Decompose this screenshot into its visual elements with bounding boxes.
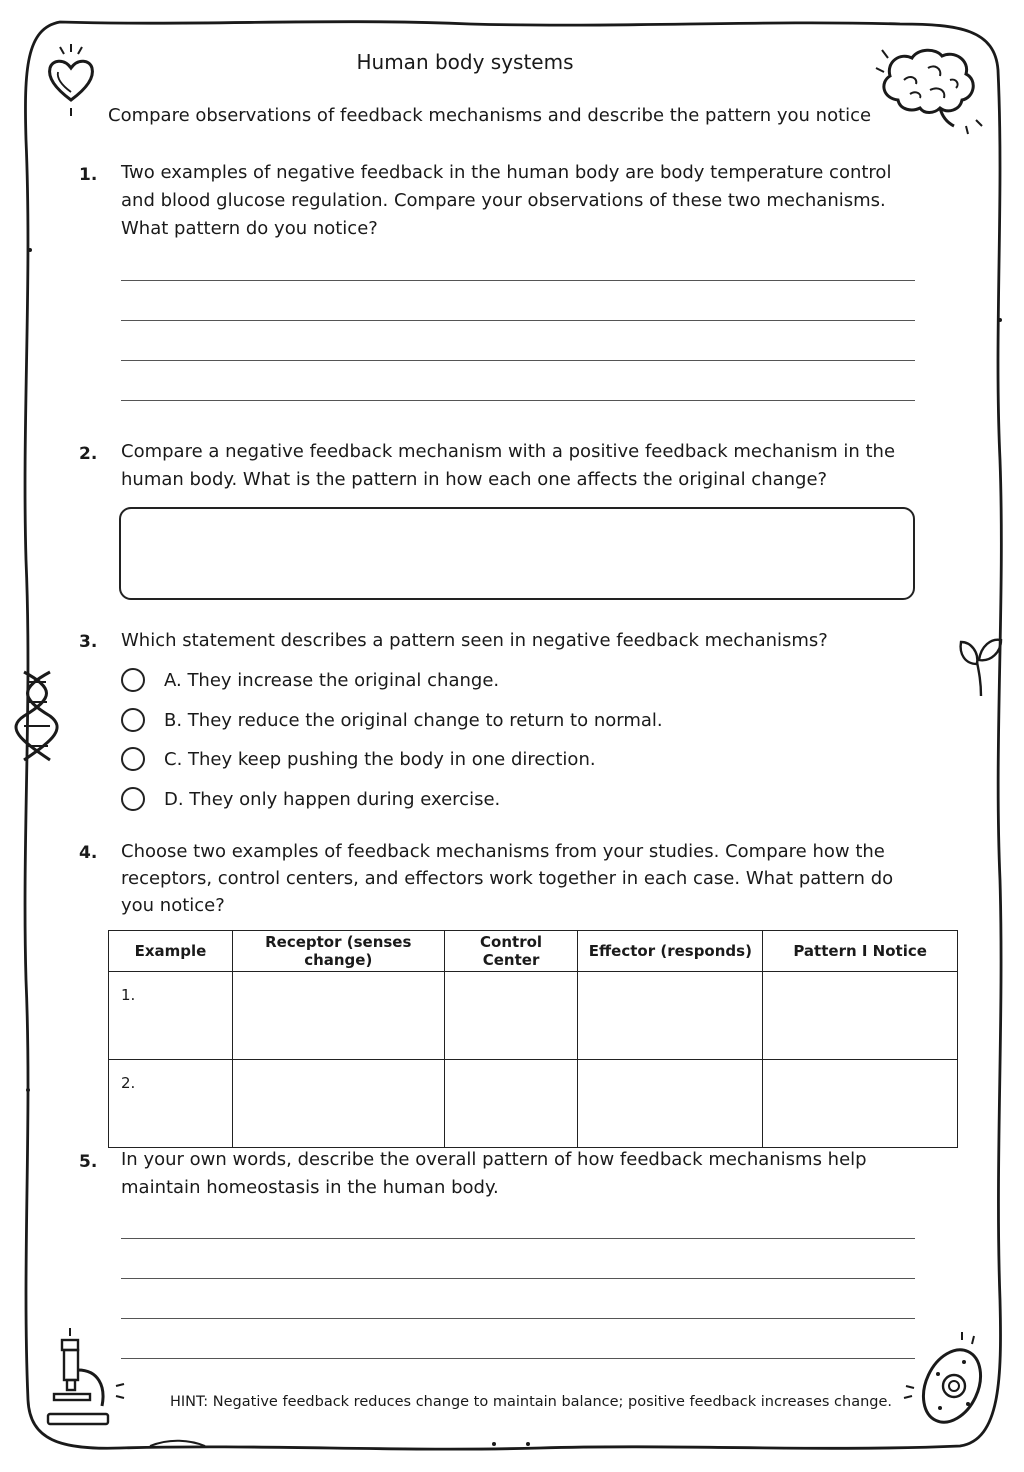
option-b[interactable] xyxy=(121,706,663,734)
question-2-text: Compare a negative feedback mechanism with a positive feedback mechanism in the human body. What is the pattern in how each one affects the original change? xyxy=(121,441,896,490)
table-cell-example[interactable]: 1. xyxy=(109,972,233,1060)
option-c[interactable] xyxy=(121,745,596,773)
option-a-label: A. They increase the original change. xyxy=(164,669,500,691)
microscope-icon xyxy=(40,1326,130,1430)
option-c-radio[interactable] xyxy=(121,747,145,771)
page-subtitle: Compare observations of feedback mechanisms and describe the pattern you notice xyxy=(108,105,872,126)
option-c-label: C. They keep pushing the body in one direction. xyxy=(164,748,596,770)
answer-line-1d[interactable] xyxy=(121,400,915,401)
table-row xyxy=(109,1060,958,1148)
option-a-radio[interactable] xyxy=(121,668,145,692)
table-header-pattern: Pattern I Notice xyxy=(763,931,958,972)
option-a[interactable] xyxy=(121,666,499,694)
question-1-text: Two examples of negative feedback in the human body are body temperature control and blood glucose regulation. Compare your observations of these two mechanisms. What pattern do you notice? xyxy=(121,162,892,239)
option-b-radio[interactable] xyxy=(121,708,145,732)
table-cell-control-center[interactable] xyxy=(444,972,578,1060)
table-cell-example[interactable]: 2. xyxy=(109,1060,233,1148)
table-cell-pattern[interactable] xyxy=(763,1060,958,1148)
table-header-receptor: Receptor (senses change) xyxy=(232,931,444,972)
hint-text: HINT: Negative feedback reduces change to maintain balance; positive feedback increases change. xyxy=(170,1394,892,1410)
feedback-table xyxy=(108,930,958,1148)
table-cell-pattern[interactable] xyxy=(763,972,958,1060)
option-d[interactable] xyxy=(121,785,500,813)
table-row xyxy=(109,972,958,1060)
question-5-text: In your own words, describe the overall pattern of how feedback mechanisms help maintain homeostasis in the human body. xyxy=(121,1149,867,1198)
table-header-row xyxy=(109,931,958,972)
answer-line-1b[interactable] xyxy=(121,320,915,321)
question-3-number: 3. xyxy=(79,632,98,652)
question-3-text: Which statement describes a pattern seen in negative feedback mechanisms? xyxy=(121,630,828,651)
answer-line-1c[interactable] xyxy=(121,360,915,361)
table-cell-control-center[interactable] xyxy=(444,1060,578,1148)
leaf-icon xyxy=(955,632,1007,698)
answer-box-2[interactable] xyxy=(119,507,915,600)
table-cell-receptor[interactable] xyxy=(232,972,444,1060)
option-b-label: B. They reduce the original change to return to normal. xyxy=(164,709,663,731)
answer-line-5c[interactable] xyxy=(121,1318,915,1319)
question-4-text: Choose two examples of feedback mechanisms from your studies. Compare how the receptors, control centers, and effectors work together in each case. What pattern do you notice? xyxy=(121,841,894,916)
dna-icon xyxy=(14,668,60,764)
table-header-example: Example xyxy=(109,931,233,972)
question-1-number: 1. xyxy=(79,165,98,185)
page-title: Human body systems xyxy=(356,50,574,74)
question-5-number: 5. xyxy=(79,1152,98,1172)
answer-line-5d[interactable] xyxy=(121,1358,915,1359)
question-2-number: 2. xyxy=(79,444,98,464)
answer-line-5b[interactable] xyxy=(121,1278,915,1279)
answer-line-5a[interactable] xyxy=(121,1238,915,1239)
option-d-radio[interactable] xyxy=(121,787,145,811)
cell-icon xyxy=(900,1330,990,1434)
answer-line-1a[interactable] xyxy=(121,280,915,281)
table-header-effector: Effector (responds) xyxy=(578,931,763,972)
table-cell-effector[interactable] xyxy=(578,1060,763,1148)
table-header-control-center: Control Center xyxy=(444,931,578,972)
table-cell-receptor[interactable] xyxy=(232,1060,444,1148)
question-4-number: 4. xyxy=(79,843,98,863)
table-cell-effector[interactable] xyxy=(578,972,763,1060)
option-d-label: D. They only happen during exercise. xyxy=(164,788,501,810)
